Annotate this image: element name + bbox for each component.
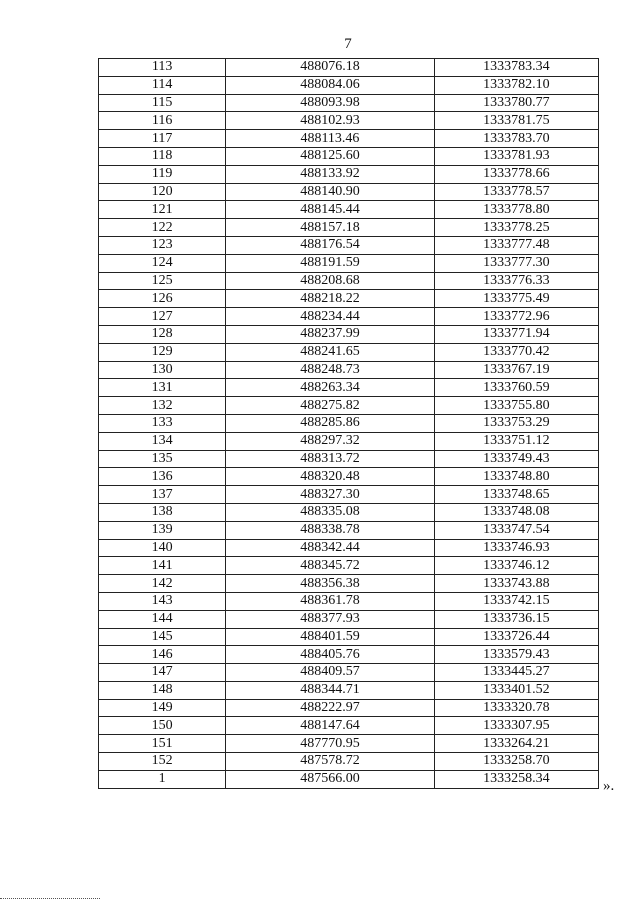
x-coordinate-cell: 488157.18 bbox=[226, 219, 434, 237]
table-row bbox=[99, 236, 599, 254]
closing-quote-mark: ». bbox=[603, 778, 615, 794]
y-coordinate-cell: 1333742.15 bbox=[434, 592, 598, 610]
table-row bbox=[99, 468, 599, 486]
x-coordinate-cell: 488237.99 bbox=[226, 325, 434, 343]
x-coordinate-cell: 488248.73 bbox=[226, 361, 434, 379]
x-coordinate-cell: 488093.98 bbox=[226, 94, 434, 112]
point-number-cell: 142 bbox=[99, 575, 226, 593]
y-coordinate-cell: 1333782.10 bbox=[434, 76, 598, 94]
y-coordinate-cell: 1333743.88 bbox=[434, 575, 598, 593]
y-coordinate-cell: 1333749.43 bbox=[434, 450, 598, 468]
point-number-cell: 127 bbox=[99, 308, 226, 326]
point-number-cell: 138 bbox=[99, 503, 226, 521]
table-row bbox=[99, 308, 599, 326]
point-number-cell: 114 bbox=[99, 76, 226, 94]
x-coordinate-cell: 488147.64 bbox=[226, 717, 434, 735]
footer-rule bbox=[0, 898, 100, 899]
y-coordinate-cell: 1333755.80 bbox=[434, 397, 598, 415]
x-coordinate-cell: 488145.44 bbox=[226, 201, 434, 219]
x-coordinate-cell: 488285.86 bbox=[226, 414, 434, 432]
page-number: 7 bbox=[344, 36, 352, 52]
x-coordinate-cell: 488320.48 bbox=[226, 468, 434, 486]
table-row bbox=[99, 735, 599, 753]
table-row bbox=[99, 219, 599, 237]
table-row bbox=[99, 397, 599, 415]
y-coordinate-cell: 1333776.33 bbox=[434, 272, 598, 290]
point-number-cell: 145 bbox=[99, 628, 226, 646]
x-coordinate-cell: 488356.38 bbox=[226, 575, 434, 593]
table-row bbox=[99, 664, 599, 682]
x-coordinate-cell: 488401.59 bbox=[226, 628, 434, 646]
y-coordinate-cell: 1333258.70 bbox=[434, 753, 598, 771]
x-coordinate-cell: 488140.90 bbox=[226, 183, 434, 201]
x-coordinate-cell: 488218.22 bbox=[226, 290, 434, 308]
x-coordinate-cell: 488344.71 bbox=[226, 681, 434, 699]
point-number-cell: 151 bbox=[99, 735, 226, 753]
point-number-cell: 146 bbox=[99, 646, 226, 664]
y-coordinate-cell: 1333771.94 bbox=[434, 325, 598, 343]
point-number-cell: 133 bbox=[99, 414, 226, 432]
x-coordinate-cell: 488345.72 bbox=[226, 557, 434, 575]
table-row bbox=[99, 628, 599, 646]
x-coordinate-cell: 488377.93 bbox=[226, 610, 434, 628]
table-row bbox=[99, 201, 599, 219]
y-coordinate-cell: 1333778.25 bbox=[434, 219, 598, 237]
y-coordinate-cell: 1333777.48 bbox=[434, 236, 598, 254]
x-coordinate-cell: 488297.32 bbox=[226, 432, 434, 450]
y-coordinate-cell: 1333778.80 bbox=[434, 201, 598, 219]
table-row bbox=[99, 610, 599, 628]
point-number-cell: 139 bbox=[99, 521, 226, 539]
x-coordinate-cell: 488241.65 bbox=[226, 343, 434, 361]
table-row bbox=[99, 592, 599, 610]
table-row bbox=[99, 770, 599, 788]
y-coordinate-cell: 1333753.29 bbox=[434, 414, 598, 432]
table-row bbox=[99, 343, 599, 361]
table-row bbox=[99, 379, 599, 397]
point-number-cell: 124 bbox=[99, 254, 226, 272]
y-coordinate-cell: 1333746.93 bbox=[434, 539, 598, 557]
point-number-cell: 140 bbox=[99, 539, 226, 557]
table-row bbox=[99, 59, 599, 77]
table-row bbox=[99, 147, 599, 165]
table-row bbox=[99, 681, 599, 699]
table-row bbox=[99, 432, 599, 450]
table-row bbox=[99, 557, 599, 575]
point-number-cell: 135 bbox=[99, 450, 226, 468]
point-number-cell: 130 bbox=[99, 361, 226, 379]
y-coordinate-cell: 1333320.78 bbox=[434, 699, 598, 717]
point-number-cell: 141 bbox=[99, 557, 226, 575]
y-coordinate-cell: 1333748.65 bbox=[434, 486, 598, 504]
x-coordinate-cell: 488263.34 bbox=[226, 379, 434, 397]
y-coordinate-cell: 1333772.96 bbox=[434, 308, 598, 326]
point-number-cell: 129 bbox=[99, 343, 226, 361]
y-coordinate-cell: 1333747.54 bbox=[434, 521, 598, 539]
table-row bbox=[99, 414, 599, 432]
table-row bbox=[99, 717, 599, 735]
x-coordinate-cell: 488405.76 bbox=[226, 646, 434, 664]
x-coordinate-cell: 488342.44 bbox=[226, 539, 434, 557]
y-coordinate-cell: 1333778.66 bbox=[434, 165, 598, 183]
table-row bbox=[99, 183, 599, 201]
point-number-cell: 123 bbox=[99, 236, 226, 254]
y-coordinate-cell: 1333780.77 bbox=[434, 94, 598, 112]
y-coordinate-cell: 1333783.34 bbox=[434, 59, 598, 77]
y-coordinate-cell: 1333781.93 bbox=[434, 147, 598, 165]
y-coordinate-cell: 1333258.34 bbox=[434, 770, 598, 788]
point-number-cell: 117 bbox=[99, 130, 226, 148]
y-coordinate-cell: 1333781.75 bbox=[434, 112, 598, 130]
table-row bbox=[99, 130, 599, 148]
y-coordinate-cell: 1333778.57 bbox=[434, 183, 598, 201]
y-coordinate-cell: 1333264.21 bbox=[434, 735, 598, 753]
y-coordinate-cell: 1333307.95 bbox=[434, 717, 598, 735]
x-coordinate-cell: 488113.46 bbox=[226, 130, 434, 148]
y-coordinate-cell: 1333777.30 bbox=[434, 254, 598, 272]
x-coordinate-cell: 488133.92 bbox=[226, 165, 434, 183]
x-coordinate-cell: 488361.78 bbox=[226, 592, 434, 610]
table-row bbox=[99, 646, 599, 664]
x-coordinate-cell: 487578.72 bbox=[226, 753, 434, 771]
y-coordinate-cell: 1333579.43 bbox=[434, 646, 598, 664]
point-number-cell: 149 bbox=[99, 699, 226, 717]
point-number-cell: 136 bbox=[99, 468, 226, 486]
point-number-cell: 1 bbox=[99, 770, 226, 788]
table-row bbox=[99, 94, 599, 112]
point-number-cell: 128 bbox=[99, 325, 226, 343]
point-number-cell: 152 bbox=[99, 753, 226, 771]
x-coordinate-cell: 488313.72 bbox=[226, 450, 434, 468]
x-coordinate-cell: 488338.78 bbox=[226, 521, 434, 539]
table-row bbox=[99, 361, 599, 379]
point-number-cell: 119 bbox=[99, 165, 226, 183]
table-row bbox=[99, 112, 599, 130]
table-row bbox=[99, 699, 599, 717]
y-coordinate-cell: 1333445.27 bbox=[434, 664, 598, 682]
x-coordinate-cell: 488335.08 bbox=[226, 503, 434, 521]
y-coordinate-cell: 1333783.70 bbox=[434, 130, 598, 148]
x-coordinate-cell: 488327.30 bbox=[226, 486, 434, 504]
point-number-cell: 118 bbox=[99, 147, 226, 165]
x-coordinate-cell: 488125.60 bbox=[226, 147, 434, 165]
point-number-cell: 115 bbox=[99, 94, 226, 112]
y-coordinate-cell: 1333401.52 bbox=[434, 681, 598, 699]
x-coordinate-cell: 488222.97 bbox=[226, 699, 434, 717]
point-number-cell: 116 bbox=[99, 112, 226, 130]
table-row bbox=[99, 503, 599, 521]
point-number-cell: 134 bbox=[99, 432, 226, 450]
y-coordinate-cell: 1333748.80 bbox=[434, 468, 598, 486]
point-number-cell: 147 bbox=[99, 664, 226, 682]
x-coordinate-cell: 488234.44 bbox=[226, 308, 434, 326]
y-coordinate-cell: 1333751.12 bbox=[434, 432, 598, 450]
x-coordinate-cell: 487566.00 bbox=[226, 770, 434, 788]
y-coordinate-cell: 1333748.08 bbox=[434, 503, 598, 521]
x-coordinate-cell: 488084.06 bbox=[226, 76, 434, 94]
y-coordinate-cell: 1333736.15 bbox=[434, 610, 598, 628]
point-number-cell: 113 bbox=[99, 59, 226, 77]
x-coordinate-cell: 487770.95 bbox=[226, 735, 434, 753]
x-coordinate-cell: 488208.68 bbox=[226, 272, 434, 290]
y-coordinate-cell: 1333726.44 bbox=[434, 628, 598, 646]
point-number-cell: 143 bbox=[99, 592, 226, 610]
point-number-cell: 148 bbox=[99, 681, 226, 699]
point-number-cell: 137 bbox=[99, 486, 226, 504]
table-row bbox=[99, 272, 599, 290]
y-coordinate-cell: 1333770.42 bbox=[434, 343, 598, 361]
point-number-cell: 125 bbox=[99, 272, 226, 290]
point-number-cell: 126 bbox=[99, 290, 226, 308]
table-row bbox=[99, 325, 599, 343]
table-row bbox=[99, 165, 599, 183]
table-row bbox=[99, 76, 599, 94]
table-row bbox=[99, 521, 599, 539]
table-row bbox=[99, 575, 599, 593]
point-number-cell: 150 bbox=[99, 717, 226, 735]
x-coordinate-cell: 488191.59 bbox=[226, 254, 434, 272]
table-row bbox=[99, 450, 599, 468]
point-number-cell: 131 bbox=[99, 379, 226, 397]
y-coordinate-cell: 1333767.19 bbox=[434, 361, 598, 379]
coordinates-table bbox=[98, 58, 599, 789]
point-number-cell: 144 bbox=[99, 610, 226, 628]
y-coordinate-cell: 1333760.59 bbox=[434, 379, 598, 397]
table-row bbox=[99, 290, 599, 308]
table-row bbox=[99, 486, 599, 504]
x-coordinate-cell: 488076.18 bbox=[226, 59, 434, 77]
x-coordinate-cell: 488176.54 bbox=[226, 236, 434, 254]
point-number-cell: 132 bbox=[99, 397, 226, 415]
y-coordinate-cell: 1333775.49 bbox=[434, 290, 598, 308]
point-number-cell: 121 bbox=[99, 201, 226, 219]
coordinates-table-body bbox=[99, 59, 599, 789]
table-row bbox=[99, 254, 599, 272]
point-number-cell: 122 bbox=[99, 219, 226, 237]
table-row bbox=[99, 753, 599, 771]
x-coordinate-cell: 488102.93 bbox=[226, 112, 434, 130]
point-number-cell: 120 bbox=[99, 183, 226, 201]
y-coordinate-cell: 1333746.12 bbox=[434, 557, 598, 575]
table-row bbox=[99, 539, 599, 557]
x-coordinate-cell: 488275.82 bbox=[226, 397, 434, 415]
x-coordinate-cell: 488409.57 bbox=[226, 664, 434, 682]
